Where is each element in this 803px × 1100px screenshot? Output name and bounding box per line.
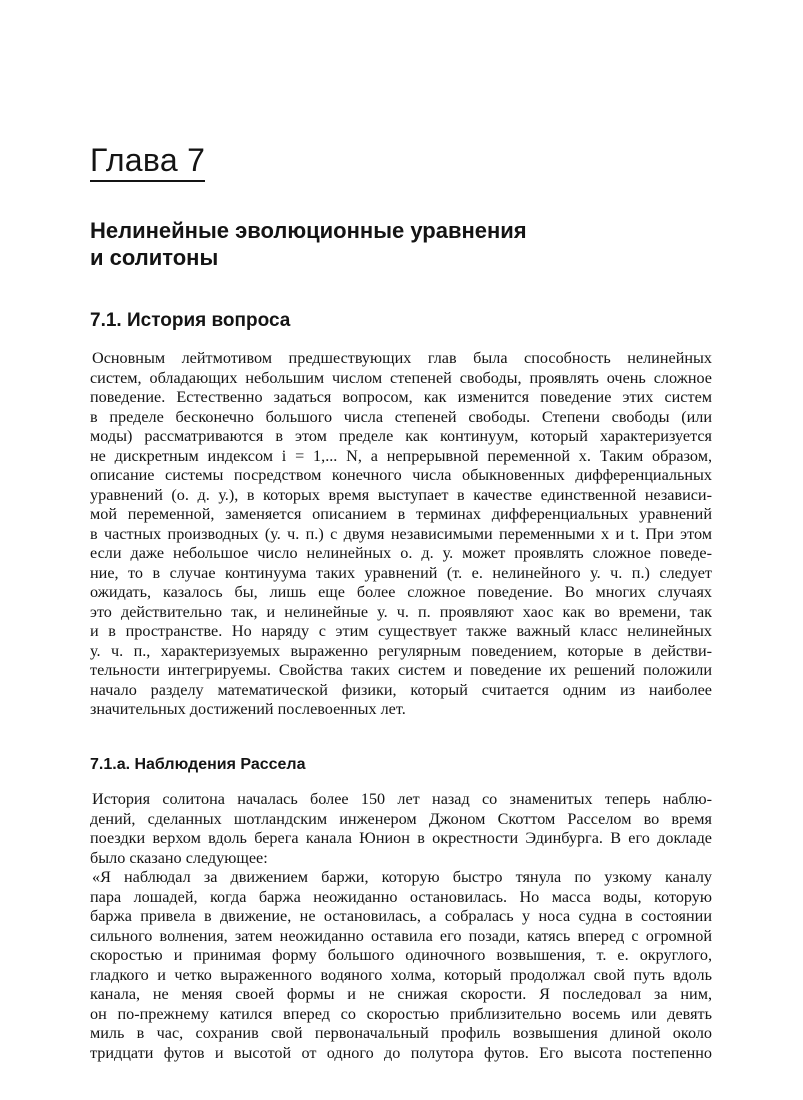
paragraph-line: это действительно так, и нелинейные у. ч. п. проявляют хаос как во времени, так <box>90 602 712 621</box>
paragraph-line: не дискретным индексом i = 1,... N, а непрерывной переменной x. Таким образом, <box>90 446 712 465</box>
paragraph-line: значительных достижений послевоенных лет. <box>90 700 406 718</box>
section-title: 7.1. История вопроса <box>90 310 291 331</box>
quote-line: скоростью и принимая форму большого одиночного возвышения, т. е. округлого, <box>90 946 712 964</box>
quote-line: канала, не меняя своей формы и не снижая скорости. Я последовал за ним, <box>90 985 712 1003</box>
subsection-paragraph <box>90 790 712 868</box>
paragraph-line: систем, обладающих небольшим числом степеней свободы, проявлять очень сложное <box>90 368 712 387</box>
subsection-title: 7.1.a. Наблюдения Рассела <box>90 756 306 773</box>
quote-line: он по-прежнему катился вперед со скоростью приблизительно восемь или девять <box>90 1004 712 1023</box>
section-paragraph <box>90 349 712 720</box>
quote-line: миль в час, сохранив свой первоначальный профиль возвышения длиной около <box>90 1024 712 1042</box>
paragraph-line: поведение. Естественно задаться вопросом, как изменится поведение этих систем <box>90 388 712 406</box>
quote-paragraph <box>90 868 712 1063</box>
paragraph-line: поездки верхом вдоль берега канала Юнион в окрестности Эдинбурга. В его докладе <box>90 829 712 847</box>
quote-line: гладкого и четко выраженного водяного холма, который продолжал свой путь вдоль <box>90 965 712 984</box>
paragraph-line: если даже небольшое число нелинейных о. д. у. может проявлять сложное поведе- <box>90 544 712 562</box>
paragraph-line: моды) рассматриваются в этом пределе как континуум, который характеризуется <box>90 427 712 445</box>
paragraph-line: в частных производных (у. ч. п.) с двумя независимыми переменными x и t. При этом <box>90 524 712 543</box>
quote-line: тридцати футов и высотой от одного до полутора футов. Его высота постепенно <box>90 1043 712 1062</box>
paragraph-line: тельности интегрируемы. Свойства таких систем и поведение их решений положили <box>90 661 712 679</box>
quote-line: сильного волнения, затем неожиданно оставила его позади, катясь вперед с огромной <box>90 926 712 945</box>
chapter-title-line: Нелинейные эволюционные уравнения <box>90 218 527 243</box>
paragraph-line: уравнений (о. д. у.), в которых время выступает в качестве единственной независи- <box>90 485 712 504</box>
paragraph-line: ние, то в случае континуума таких уравнений (т. е. нелинейного у. ч. п.) следует <box>90 563 712 582</box>
paragraph-line: описание системы посредством конечного числа обыкновенных дифференциальных <box>90 466 712 484</box>
paragraph-line: было сказано следующее: <box>90 848 268 867</box>
paragraph-line: Основным лейтмотивом предшествующих глав была способность нелинейных <box>92 349 712 367</box>
quote-line: баржа привела в движение, не остановилась, а собралась у носа судна в состоянии <box>90 907 712 925</box>
paragraph-line: у. ч. п., характеризуемых выраженно регулярным поведением, которые в действи- <box>90 641 712 660</box>
paragraph-line: начало разделу математической физики, который считается одним из наиболее <box>90 680 712 699</box>
quote-line: «Я наблюдал за движением баржи, которую быстро тянула по узкому каналу <box>92 868 712 886</box>
paragraph-line: в пределе бесконечно большого числа степеней свободы. Степени свободы (или <box>90 407 712 426</box>
paragraph-line: дений, сделанных шотландским инженером Джоном Скоттом Расселом во время <box>90 809 712 828</box>
paragraph-line: и в пространстве. Но наряду с этим существует также важный класс нелинейных <box>90 622 712 640</box>
chapter-title <box>90 217 730 271</box>
paragraph-line: История солитона началась более 150 лет назад со знаменитых теперь наблю- <box>92 790 712 808</box>
chapter-label: Глава 7 <box>90 142 205 182</box>
quote-line: пара лошадей, когда баржа неожиданно остановилась. Но масса воды, которую <box>90 887 712 906</box>
chapter-title-line: и солитоны <box>90 245 219 270</box>
paragraph-line: мой переменной, заменяется описанием в терминах дифференциальных уравнений <box>90 505 712 523</box>
paragraph-line: ожидать, казалось бы, лишь еще более сложное поведение. Во многих случаях <box>90 583 712 601</box>
